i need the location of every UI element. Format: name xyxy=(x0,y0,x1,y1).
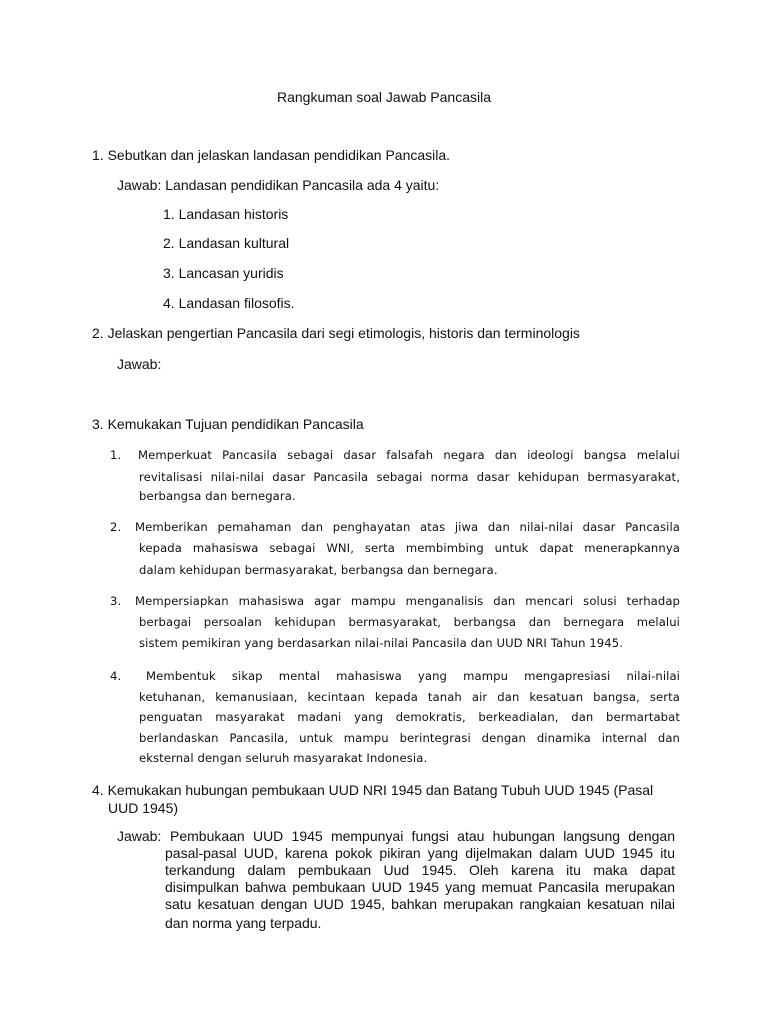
answer-1-intro: Jawab: Landasan pendidikan Pancasila ada 4 yaitu: xyxy=(117,177,440,193)
answer-4-line: pasal-pasal UUD, karena pokok pikiran yang dijelmakan dalam UUD 1945 itu xyxy=(165,845,675,861)
goal-text-line: Mempersiapkan mahasiswa agar mampu menganalisis dan mencari solusi terhadap xyxy=(135,594,680,608)
question-4-line: 4. Kemukakan hubungan pembukaan UUD NRI 1945 dan Batang Tubuh UUD 1945 (Pasal xyxy=(92,782,654,798)
answer-1-item: 2. Landasan kultural xyxy=(163,235,290,251)
goal-text-line: ketuhanan, kemanusiaan, kecintaan kepada tanah air dan kesatuan bangsa, serta xyxy=(139,690,680,704)
question-1: 1. Sebutkan dan jelaskan landasan pendidikan Pancasila. xyxy=(92,147,451,163)
goal-text-line: revitalisasi nilai-nilai dasar Pancasila sebagai norma dasar kehidupan bermasyarakat, xyxy=(139,470,680,484)
answer-4-line: disimpulkan bahwa pembukaan UUD 1945 yang memuat Pancasila merupakan xyxy=(165,879,675,895)
answer-4-line: dan norma yang terpadu. xyxy=(165,915,322,931)
question-4-line: UUD 1945) xyxy=(108,800,179,816)
goal-text-line: berbagai persoalan kehidupan bermasyarakat, berbangsa dan bernegara melalui xyxy=(139,615,680,629)
answer-4-line: Pembukaan UUD 1945 mempunyai fungsi atau hubungan langsung dengan xyxy=(170,828,675,844)
goal-text-line: Memperkuat Pancasila sebagai dasar falsafah negara dan ideologi bangsa melalui xyxy=(138,448,680,462)
answer-2-label: Jawab: xyxy=(117,356,162,372)
answer-4-line: terkandung dalam pembukaan Uud 1945. Oleh karena itu maka dapat xyxy=(165,862,675,878)
goal-text-line: dalam kehidupan bermasyarakat, berbangsa dan bernegara. xyxy=(139,563,498,577)
answer-1-item: 3. Lancasan yuridis xyxy=(163,265,284,281)
goal-text-line: eksternal dengan seluruh masyarakat Indonesia. xyxy=(139,751,428,765)
answer-1-item: 4. Landasan filosofis. xyxy=(163,295,295,311)
goal-text-line: berlandaskan Pancasila, untuk mampu berintegrasi dengan dinamika internal dan xyxy=(139,731,680,745)
document-title: Rangkuman soal Jawab Pancasila xyxy=(276,89,491,105)
answer-1-item: 1. Landasan historis xyxy=(163,206,289,222)
goal-text-line: kepada mahasiswa sebagai WNI, serta membimbing untuk dapat menerapkannya xyxy=(139,541,680,555)
goal-number: 3. xyxy=(110,594,122,608)
goal-text-line: Memberikan pemahaman dan penghayatan atas jiwa dan nilai-nilai dasar Pancasila xyxy=(135,520,680,534)
goal-text-line: penguatan masyarakat madani yang demokratis, berkeadialan, dan bermartabat xyxy=(139,710,680,724)
question-2: 2. Jelaskan pengertian Pancasila dari segi etimologis, historis dan terminologis xyxy=(92,325,580,341)
question-3: 3. Kemukakan Tujuan pendidikan Pancasila xyxy=(92,416,364,432)
answer-4-line: satu kesatuan dengan UUD 1945, bahkan merupakan rangkaian kesatuan nilai xyxy=(165,896,675,912)
goal-number: 4. xyxy=(110,669,122,683)
answer-4-label: Jawab: xyxy=(117,828,162,844)
goal-text-line: sistem pemikiran yang berdasarkan nilai-nilai Pancasila dan UUD NRI Tahun 1945. xyxy=(139,636,624,650)
goal-number: 2. xyxy=(110,520,122,534)
goal-number: 1. xyxy=(110,448,122,462)
goal-text-line: berbangsa dan bernegara. xyxy=(139,489,296,503)
goal-text-line: Membentuk sikap mental mahasiswa yang mampu mengapresiasi nilai-nilai xyxy=(146,669,680,683)
